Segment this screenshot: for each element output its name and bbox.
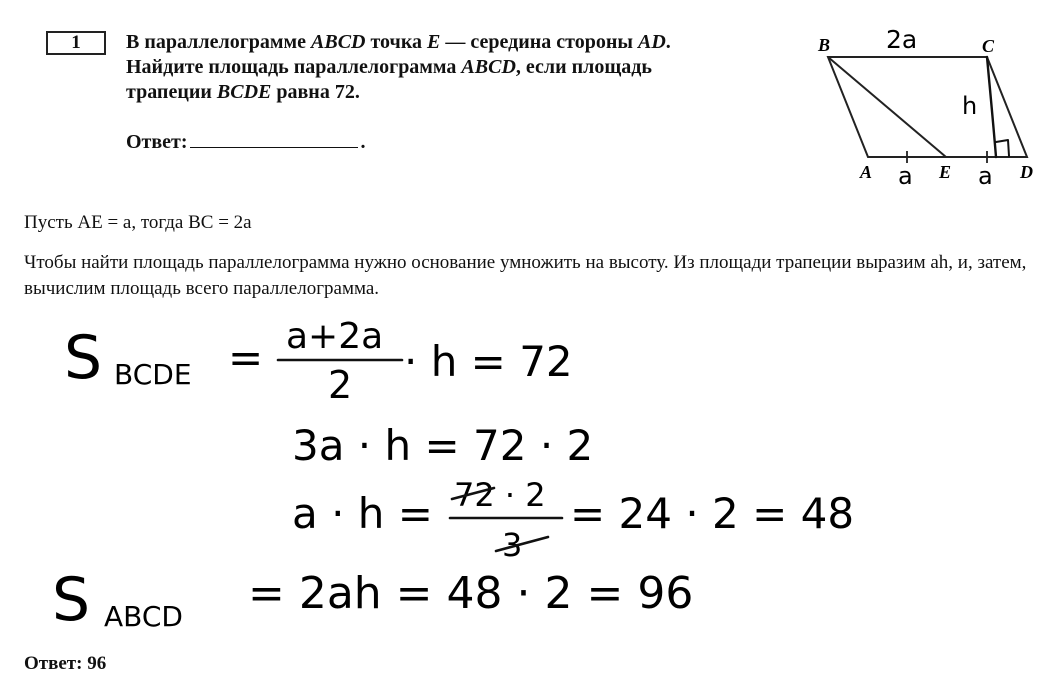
vertex-c-label: C [982,36,995,56]
line-ah-lhs: a · h = [292,489,433,538]
parallelogram-figure [800,20,1050,190]
equals-1: = [228,333,264,382]
area-result: = 2ah = 48 · 2 = 96 [248,568,694,619]
line-3ah: 3a · h = 72 · 2 [292,421,594,470]
vertex-b-label: B [818,35,831,55]
left-base-label: a [898,162,913,190]
final-answer: Ответ: 96 [24,653,107,674]
line-ah-denominator: 3 [502,526,523,564]
task-number: 1 [46,31,106,55]
line-ah-result: = 24 · 2 = 48 [570,489,855,538]
answer-blank [190,129,358,148]
vertex-e-label: E [939,162,952,182]
s-letter-2: S [52,565,91,635]
answer-field: Ответ: . [126,131,366,153]
bcde-subscript: BCDE [114,358,192,391]
frac-denominator: 2 [328,363,353,407]
line-ah-numerator: 72 · 2 [454,476,546,514]
problem-text: В параллелограмме ABCD точка E — середина стороны AD. Найдите площадь параллелограмма ABCD, если площадь трапеции BCDE равна 72. [126,31,671,103]
top-side-label: 2a [886,25,918,54]
right-base-label: a [978,162,993,190]
let-statement: Пусть АЕ = а, тогда ВС = 2а [24,212,252,233]
explanation-text: Чтобы найти площадь параллелограмма нужно основание умножить на высоту. Из площади трапеции выразим аh, и, затем, вычислим площадь всего параллелограмма. [24,252,1027,299]
frac-numerator: a+2a [286,316,384,357]
handwritten-solution [0,310,1060,640]
times-h-72: · h = 72 [404,337,573,386]
abcd-subscript: ABCD [104,600,183,633]
s-letter-1: S [64,323,103,393]
height-label: h [962,92,978,120]
vertex-a-label: A [860,162,873,182]
vertex-d-label: D [1020,162,1033,182]
